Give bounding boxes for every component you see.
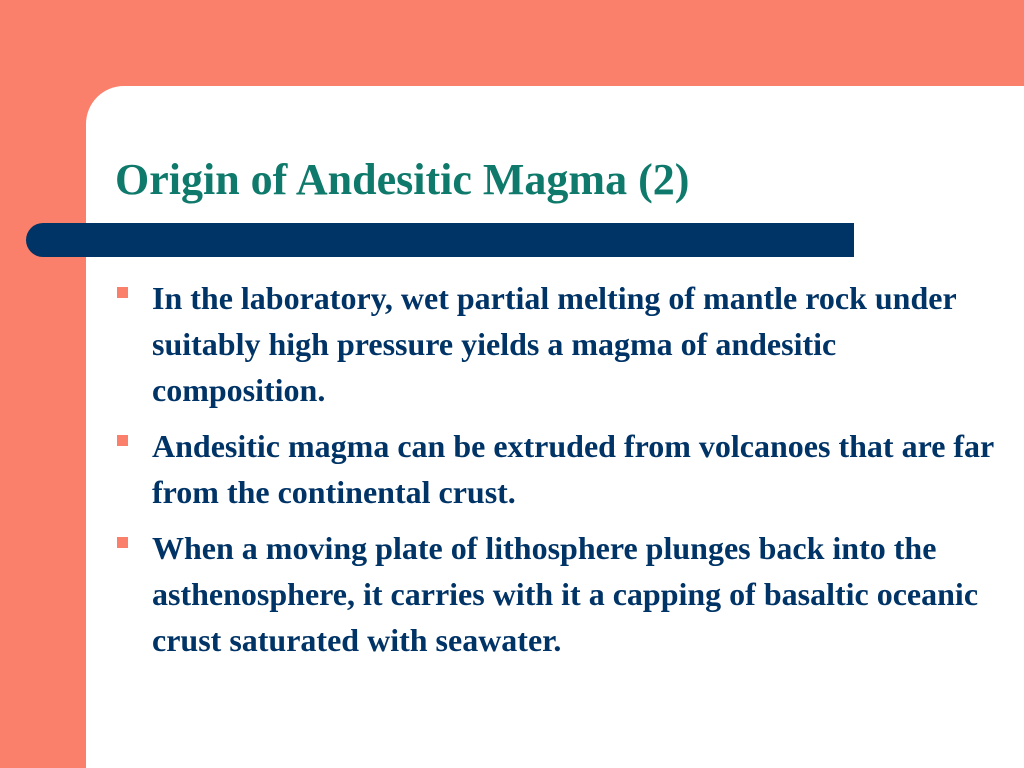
square-bullet-icon bbox=[117, 287, 128, 298]
bullet-text: In the laboratory, wet partial melting of mantle rock under suitably high pressure yields a magma of andesitic composition. bbox=[152, 280, 957, 408]
square-bullet-icon bbox=[117, 435, 128, 446]
bullet-item bbox=[115, 423, 995, 515]
slide-title: Origin of Andesitic Magma (2) bbox=[115, 155, 690, 204]
bullet-list bbox=[115, 275, 995, 673]
bullet-item bbox=[115, 275, 995, 413]
square-bullet-icon bbox=[117, 537, 128, 548]
bullet-text: Andesitic magma can be extruded from volcanoes that are far from the continental crust. bbox=[152, 428, 994, 510]
bullet-text: When a moving plate of lithosphere plunges back into the asthenosphere, it carries with it a capping of basaltic oceanic crust saturated with seawater. bbox=[152, 530, 979, 658]
title-underline-bar bbox=[26, 223, 854, 257]
bullet-item bbox=[115, 525, 995, 663]
